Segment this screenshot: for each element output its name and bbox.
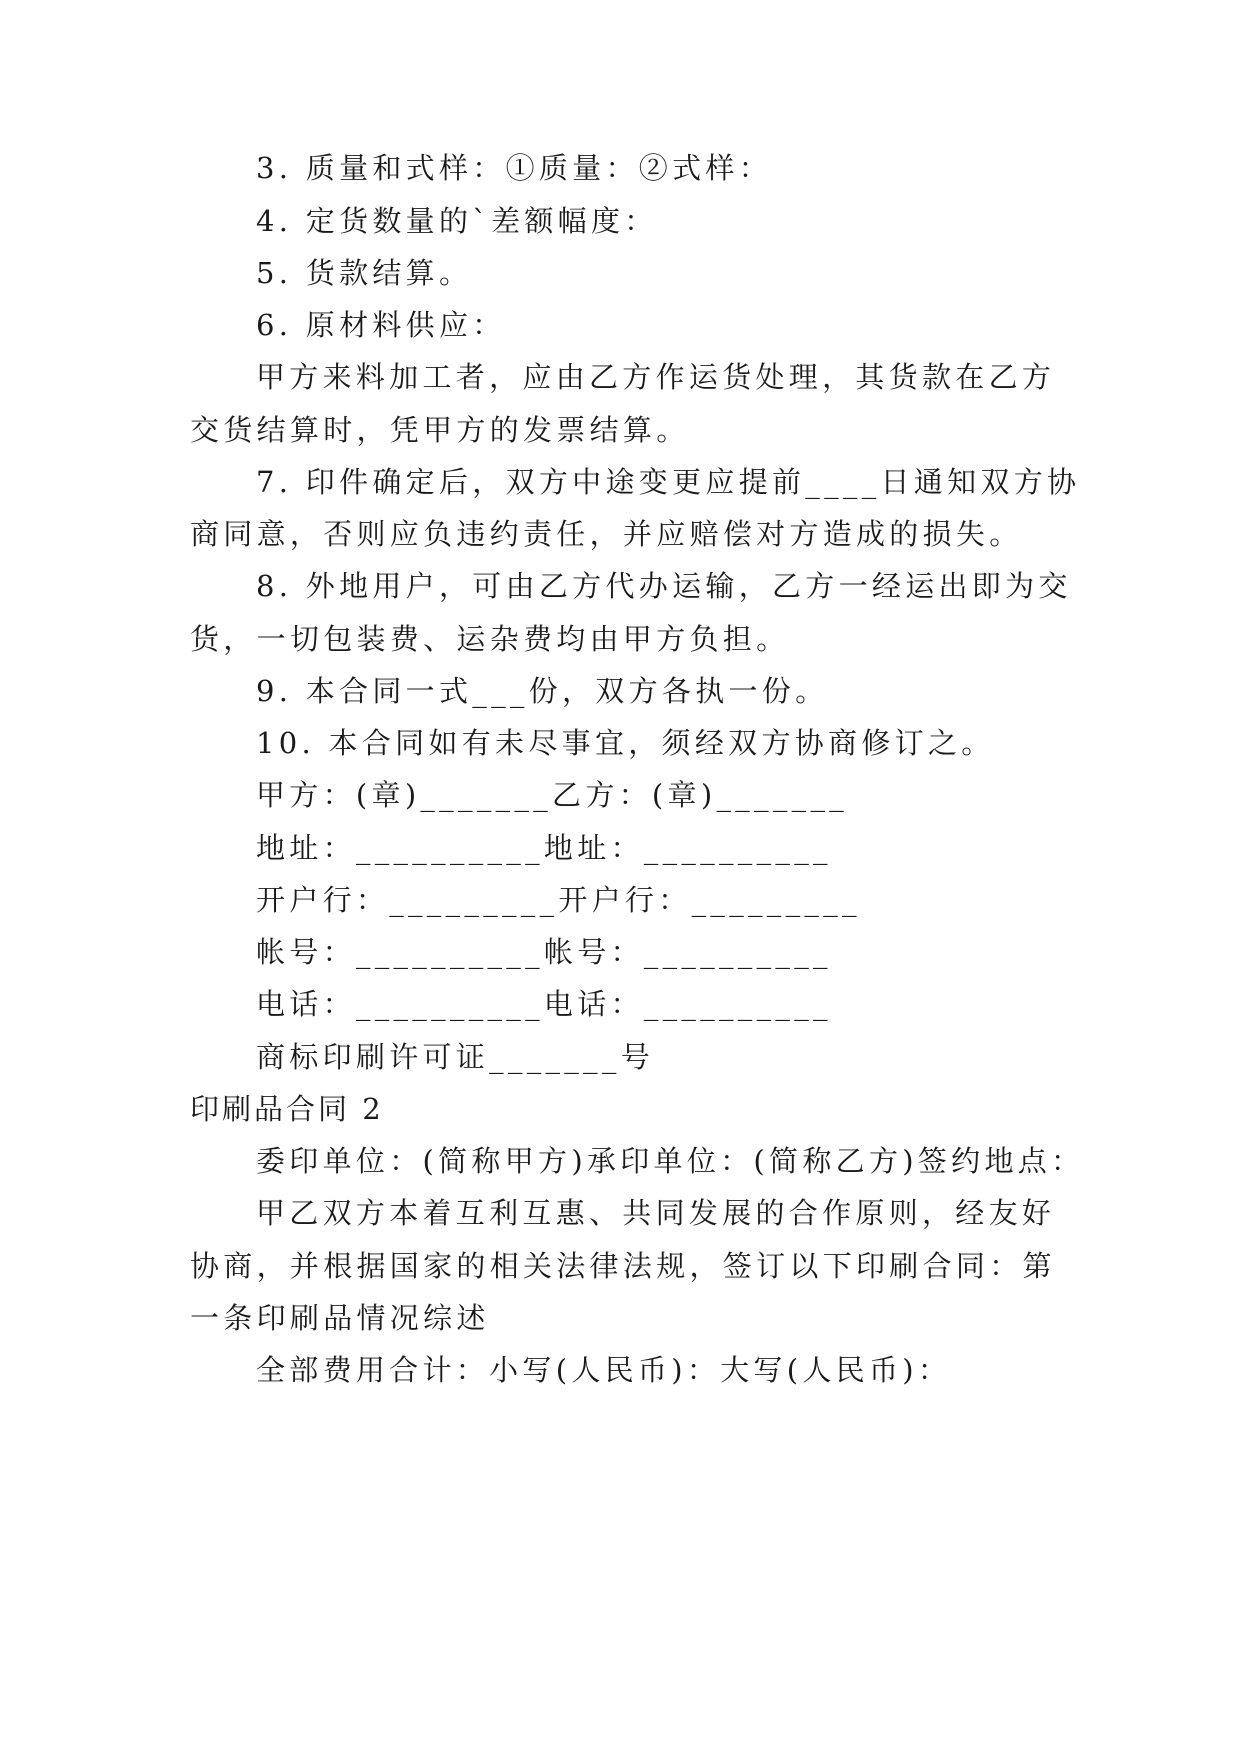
materials-paragraph-line-1: 甲方来料加工者，应由乙方作运货处理，其货款在乙方 [256,360,1056,394]
clause-9-copies: 9. 本合同一式___份，双方各执一份。 [256,674,829,708]
contract-2-intro-line-3: 一条印刷品情况综述 [190,1301,490,1335]
clause-4-quantity: 4. 定货数量的`差额幅度： [256,204,658,238]
contract-2-total-cost: 全部费用合计：小写(人民币)：大写(人民币)： [256,1353,952,1387]
clause-3-quality: 3. 质量和式样：①质量：②式样： [256,151,772,185]
contract-2-intro-line-1: 甲乙双方本着互利互惠、共同发展的合作原则，经友好 [256,1196,1056,1230]
signature-phone-line: 电话：__________电话：__________ [256,987,832,1021]
signature-address-line: 地址：__________地址：__________ [256,831,832,865]
clause-7-line-1: 7. 印件确定后，双方中途变更应提前____日通知双方协 [256,465,1081,499]
signature-party-line: 甲方：(章)_______乙方：(章)_______ [256,778,849,812]
signature-bank-line: 开户行：_________开户行：_________ [256,883,861,917]
trademark-license-line: 商标印刷许可证_______号 [256,1040,655,1074]
contract-2-parties: 委印单位：(简称甲方)承印单位：(简称乙方)签约地点： [256,1144,1085,1178]
contract-2-intro-line-2: 协商，并根据国家的相关法律法规，签订以下印刷合同：第 [190,1249,1056,1283]
signature-account-line: 帐号：__________帐号：__________ [256,935,832,969]
clause-7-line-2: 商同意，否则应负违约责任，并应赔偿对方造成的损失。 [190,517,1023,551]
materials-paragraph-line-2: 交货结算时，凭甲方的发票结算。 [190,413,690,447]
clause-5-payment: 5. 货款结算。 [256,256,473,290]
clause-8-line-1: 8. 外地用户，可由乙方代办运输，乙方一经运出即为交 [256,569,1072,603]
clause-10-revision: 10. 本合同如有未尽事宜，须经双方协商修订之。 [256,726,995,760]
clause-8-line-2: 货，一切包装费、运杂费均由甲方负担。 [190,622,790,656]
clause-6-materials: 6. 原材料供应： [256,308,506,342]
contract-2-heading: 印刷品合同 2 [190,1092,384,1126]
